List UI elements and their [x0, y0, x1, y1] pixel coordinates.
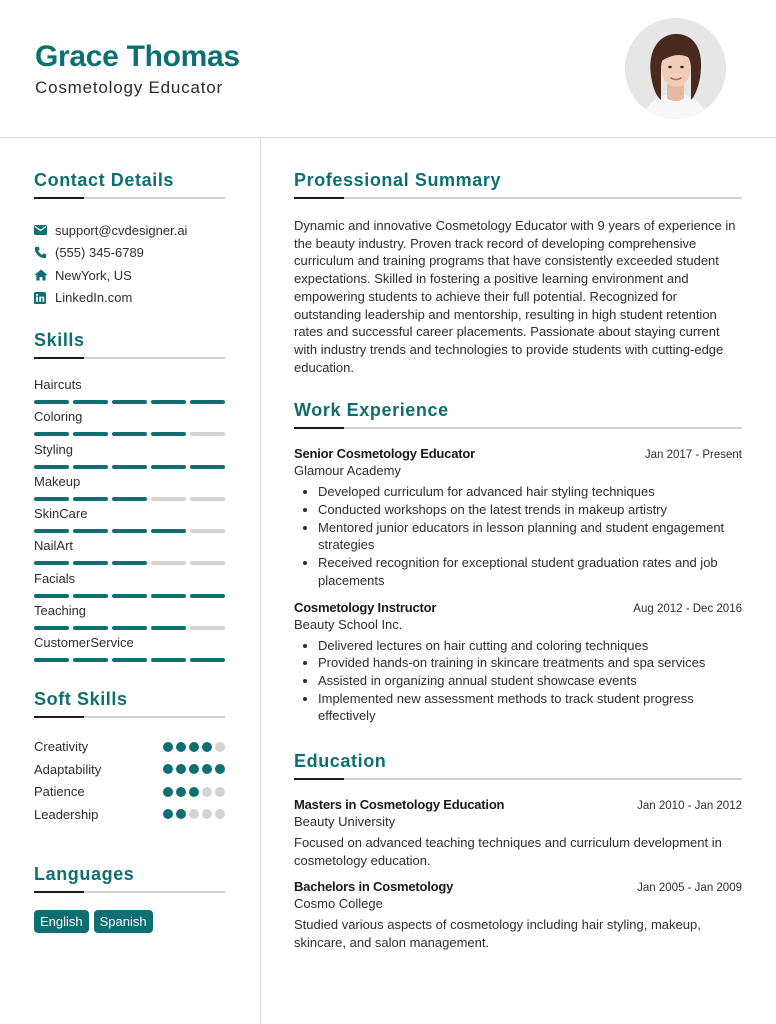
- skill-level-segment: [151, 529, 186, 533]
- skill-level-segment: [112, 658, 147, 662]
- skill-level-bar: [34, 465, 225, 469]
- job-entry: [294, 600, 742, 726]
- job-bullets: [294, 483, 742, 589]
- skill-item: [34, 377, 225, 409]
- skills-list: [34, 377, 225, 668]
- soft-skills-list: [34, 736, 225, 826]
- skill-level-segment: [151, 626, 186, 630]
- skill-item: [34, 603, 225, 635]
- skill-level-bar: [34, 400, 225, 404]
- skill-label: Makeup: [34, 473, 81, 489]
- skill-level-segment: [112, 432, 147, 436]
- skill-label: Teaching: [34, 603, 87, 619]
- skill-level-segment: [34, 626, 69, 630]
- skill-level-bar: [34, 497, 225, 501]
- left-column: [34, 170, 225, 933]
- rating-dot: [189, 809, 199, 819]
- skill-label: NailArt: [34, 538, 74, 554]
- skill-level-segment: [73, 626, 108, 630]
- job-date: Aug 2012 - Dec 2016: [633, 602, 742, 615]
- skill-item: [34, 506, 225, 538]
- contact-email-text: support@cvdesigner.ai: [55, 222, 188, 238]
- soft-skill-rating: [163, 787, 225, 797]
- rating-dot: [163, 809, 173, 819]
- skill-level-segment: [34, 497, 69, 501]
- rating-dot: [215, 764, 225, 774]
- skill-level-segment: [112, 497, 147, 501]
- skill-level-segment: [34, 561, 69, 565]
- languages-list: [34, 910, 225, 933]
- skill-level-bar: [34, 594, 225, 598]
- job-entry: [294, 446, 742, 589]
- contact-title: Contact Details: [34, 170, 175, 190]
- skill-label: SkinCare: [34, 506, 88, 522]
- resume-header: [0, 0, 776, 138]
- job-bullet: • Developed curriculum for advanced hair styling techniques: [318, 483, 742, 501]
- rating-dot: [176, 809, 186, 819]
- education-date: Jan 2010 - Jan 2012: [637, 800, 742, 813]
- skill-item: [34, 571, 225, 603]
- home-icon: [34, 268, 55, 282]
- skill-level-segment: [73, 561, 108, 565]
- contact-phone[interactable]: [34, 242, 225, 265]
- skill-item: [34, 474, 225, 506]
- education-entry: [294, 879, 742, 951]
- skill-level-segment: [112, 594, 147, 598]
- contact-email[interactable]: [34, 219, 225, 242]
- job-title: Cosmetology Instructor: [294, 599, 437, 615]
- job-title: Senior Cosmetology Educator: [294, 446, 475, 462]
- mail-icon: [34, 223, 55, 237]
- skill-item: [34, 538, 225, 570]
- job-bullet: • Received recognition for exceptional student graduation rates and job placements: [318, 554, 742, 589]
- section-rule: [34, 357, 225, 359]
- rating-dot: [202, 787, 212, 797]
- section-rule: [294, 197, 742, 199]
- rating-dot: [176, 787, 186, 797]
- section-rule: [294, 427, 742, 429]
- skill-level-bar: [34, 432, 225, 436]
- skill-level-bar: [34, 529, 225, 533]
- soft-skill-label: Patience: [34, 784, 85, 800]
- skill-level-segment: [112, 465, 147, 469]
- skill-level-segment: [190, 465, 225, 469]
- skill-level-segment: [151, 465, 186, 469]
- skill-level-segment: [151, 658, 186, 662]
- rating-dot: [215, 787, 225, 797]
- candidate-role: Cosmetology Educator: [35, 78, 223, 97]
- skill-label: Haircuts: [34, 377, 82, 392]
- skill-level-segment: [190, 529, 225, 533]
- job-bullet: • Mentored junior educators in lesson planning and student engagement strategies: [318, 519, 742, 554]
- rating-dot: [163, 787, 173, 797]
- skill-level-segment: [34, 594, 69, 598]
- skill-level-segment: [190, 497, 225, 501]
- contact-section: [34, 170, 225, 309]
- skill-label: Coloring: [34, 409, 83, 425]
- skill-level-segment: [190, 658, 225, 662]
- school-name: Cosmo College: [294, 896, 383, 912]
- education-date: Jan 2005 - Jan 2009: [637, 882, 742, 895]
- section-rule: [34, 197, 225, 199]
- candidate-name: Grace Thomas: [35, 40, 240, 73]
- soft-skill-label: Adaptability: [34, 761, 102, 777]
- skill-level-segment: [151, 432, 186, 436]
- rating-dot: [202, 809, 212, 819]
- summary-text: Dynamic and innovative Cosmetology Educator with 9 years of experience in the beauty industry. Proven track record of developing comprehensive curriculum and training programs that have consistently exceeded student expectations. Skilled in fostering a positive learning environment and empowering students to achieve their full potential. Recognized for outstanding leadership and mentorship, resulting in high student retention rates and successful career placements. Passionate about staying current with industry trends and technologies to provide students with cutting-edge education.: [294, 218, 736, 375]
- skill-level-segment: [151, 400, 186, 404]
- skill-level-segment: [112, 529, 147, 533]
- soft-skill-rating: [163, 742, 225, 752]
- job-organization: Glamour Academy: [294, 463, 401, 479]
- skills-section: [34, 330, 225, 668]
- phone-icon: [34, 246, 55, 260]
- skill-label: CustomerService: [34, 635, 134, 651]
- skill-level-segment: [73, 465, 108, 469]
- section-rule: [294, 778, 742, 780]
- degree-title: Masters in Cosmetology Education: [294, 797, 505, 813]
- job-bullet: • Delivered lectures on hair cutting and coloring techniques: [318, 637, 742, 655]
- job-date: Jan 2017 - Present: [644, 449, 742, 462]
- skill-level-segment: [151, 561, 186, 565]
- rating-dot: [215, 809, 225, 819]
- skill-level-segment: [112, 400, 147, 404]
- skill-item: [34, 409, 225, 441]
- profile-photo: [625, 18, 726, 119]
- skill-level-segment: [190, 626, 225, 630]
- skill-level-segment: [34, 465, 69, 469]
- experience-section: [294, 400, 742, 725]
- degree-title: Bachelors in Cosmetology: [294, 879, 454, 895]
- job-bullet: • Assisted in organizing annual student showcase events: [318, 672, 742, 690]
- education-description: Focused on advanced teaching techniques and curriculum development in cosmetology education.: [294, 835, 722, 868]
- soft-skill-item: [34, 781, 225, 804]
- skill-level-segment: [73, 658, 108, 662]
- skill-level-segment: [34, 529, 69, 533]
- skill-item: [34, 442, 225, 474]
- summary-title: Professional Summary: [294, 170, 502, 190]
- languages-title: Languages: [34, 863, 135, 884]
- right-column: [294, 170, 742, 952]
- section-rule: [34, 891, 225, 893]
- profile-photo-illustration: [625, 18, 726, 119]
- contact-location: [34, 264, 225, 287]
- soft-skill-item: [34, 803, 225, 826]
- language-badge: Spanish: [94, 910, 153, 933]
- languages-section: [34, 864, 225, 933]
- rating-dot: [163, 764, 173, 774]
- skills-title: Skills: [34, 330, 85, 350]
- skill-level-segment: [73, 529, 108, 533]
- soft-skill-label: Leadership: [34, 806, 99, 822]
- experience-title: Work Experience: [294, 400, 449, 421]
- rating-dot: [202, 764, 212, 774]
- rating-dot: [163, 742, 173, 752]
- summary-section: [294, 170, 742, 376]
- skill-level-bar: [34, 626, 225, 630]
- skill-level-segment: [73, 594, 108, 598]
- job-bullet: • Provided hands-on training in skincare treatments and spa services: [318, 654, 742, 672]
- job-bullets: [294, 637, 742, 726]
- rating-dot: [189, 742, 199, 752]
- contact-list: [34, 219, 225, 309]
- soft-skill-item: [34, 736, 225, 759]
- skill-label: Facials: [34, 570, 76, 586]
- rating-dot: [189, 764, 199, 774]
- job-organization: Beauty School Inc.: [294, 616, 403, 632]
- education-description: Studied various aspects of cosmetology including hair styling, makeup, skincare, and salon management.: [294, 917, 701, 951]
- rating-dot: [176, 742, 186, 752]
- soft-skills-title: Soft Skills: [34, 688, 128, 709]
- education-entry: [294, 797, 742, 869]
- school-name: Beauty University: [294, 814, 396, 830]
- education-section: [294, 751, 742, 952]
- skill-level-segment: [112, 561, 147, 565]
- skill-level-segment: [190, 594, 225, 598]
- soft-skill-rating: [163, 764, 225, 774]
- skill-level-segment: [34, 400, 69, 404]
- rating-dot: [215, 742, 225, 752]
- rating-dot: [202, 742, 212, 752]
- skill-level-segment: [190, 400, 225, 404]
- soft-skill-label: Creativity: [34, 739, 89, 755]
- contact-linkedin-text: LinkedIn.com: [55, 290, 133, 306]
- skill-level-segment: [190, 561, 225, 565]
- linkedin-icon: [34, 291, 55, 305]
- contact-phone-text: (555) 345-6789: [55, 245, 144, 261]
- skill-level-segment: [151, 497, 186, 501]
- contact-linkedin[interactable]: [34, 287, 225, 310]
- soft-skill-item: [34, 758, 225, 781]
- skill-level-segment: [34, 432, 69, 436]
- column-divider: [260, 138, 261, 1024]
- language-badge: English: [34, 910, 89, 933]
- education-title: Education: [294, 751, 387, 772]
- skill-label: Styling: [34, 441, 74, 457]
- skill-item: [34, 635, 225, 667]
- skill-level-segment: [73, 432, 108, 436]
- skill-level-segment: [73, 497, 108, 501]
- skill-level-bar: [34, 561, 225, 565]
- skill-level-segment: [151, 594, 186, 598]
- section-rule: [34, 716, 225, 718]
- skill-level-segment: [73, 400, 108, 404]
- skill-level-segment: [34, 658, 69, 662]
- soft-skills-section: [34, 689, 225, 826]
- job-bullet: • Implemented new assessment methods to track student progress effectively: [318, 690, 742, 725]
- soft-skill-rating: [163, 809, 225, 819]
- contact-location-text: NewYork, US: [55, 267, 132, 283]
- skill-level-segment: [112, 626, 147, 630]
- skill-level-bar: [34, 658, 225, 662]
- rating-dot: [176, 764, 186, 774]
- job-bullet: • Conducted workshops on the latest trends in makeup artistry: [318, 501, 742, 519]
- rating-dot: [189, 787, 199, 797]
- skill-level-segment: [190, 432, 225, 436]
